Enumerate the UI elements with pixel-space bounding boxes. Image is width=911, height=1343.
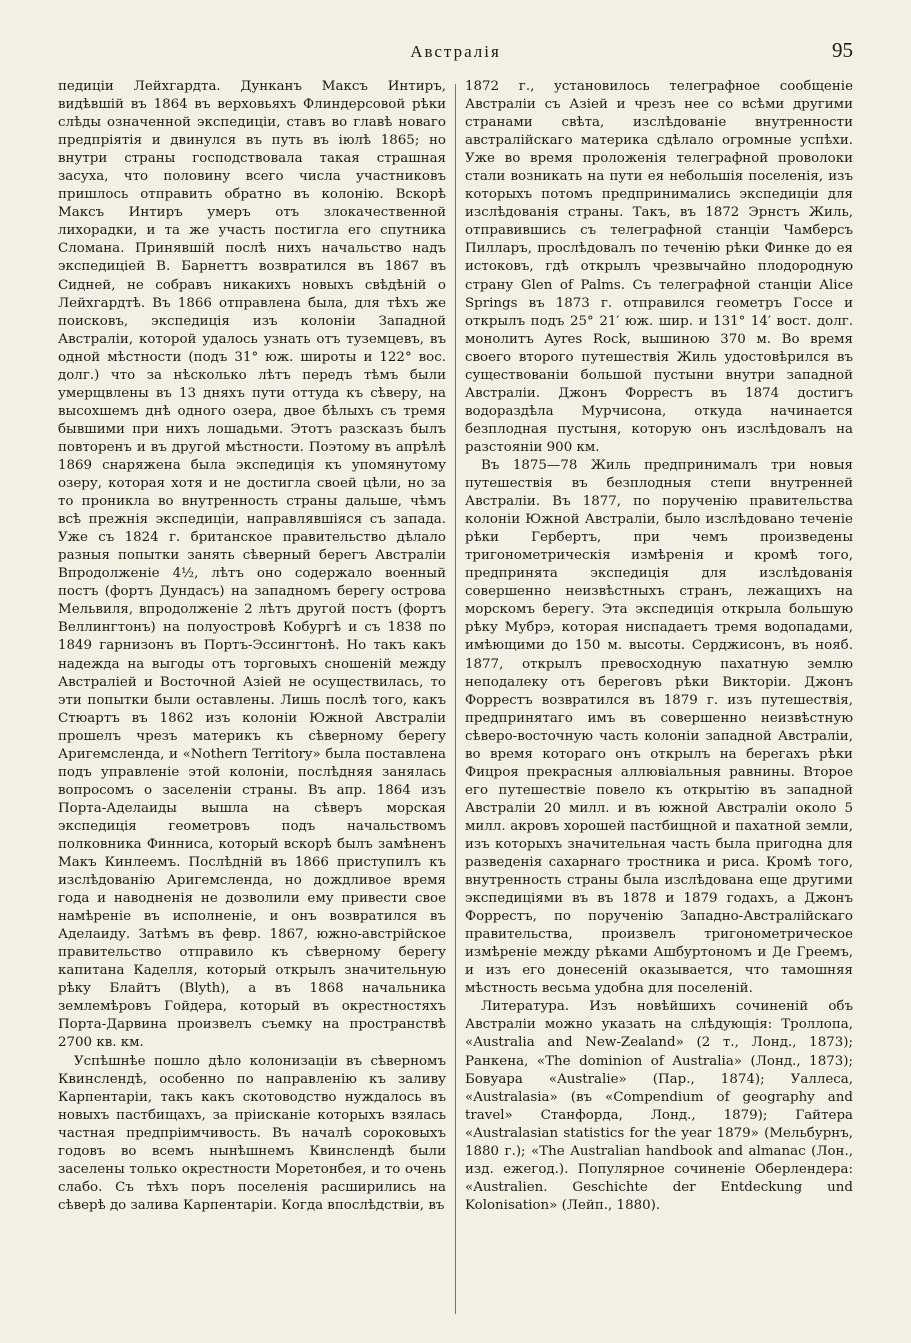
running-head	[0, 38, 911, 68]
left-paragraph-2: Успѣшнѣе пошло дѣло колонизаціи въ сѣверномъ Квинслендѣ, особенно по направленію къ заливу Карпентаріи, такъ какъ скотоводство нуждалось въ новыхъ пастбищахъ, за пріисканіе которыхъ взялась частная предпріимчивость. Въ началѣ сороковыхъ годовъ во всемъ нынѣшнемъ Квинслендѣ были заселены только окрестности Моретонбея, и то очень слабо. Съ тѣхъ поръ поселенія расширились на сѣверѣ до залива Карпентаріи. Когда впослѣдствіи, въ	[58, 1053, 446, 1213]
right-paragraph-1: 1872 г., установилось телеграфное сообщеніе Австраліи съ Азіей и чрезъ нее со всѣми другими странами свѣта, изслѣдованіе внутренности австралійскаго материка сдѣлало огромные успѣхи. Уже во время проложенія телеграфной проволоки стали возникать на пути ея небольшія поселенія, изъ которыхъ потомъ предпринимались экспедиціи для изслѣдованія страны. Такъ, въ 1872 Эрнстъ Жиль, отправившись съ телеграфной станціи Чамберсъ Пилларъ, прослѣдовалъ по теченію рѣки Финке до ея истоковъ, гдѣ открылъ чрезвычайно плодородную страну Glen of Palms. Съ телеграфной станціи Alice Springs въ 1873 г. отправился геометръ Госсе и открылъ подъ 25° 21′ юж. шир. и 131° 14′ вост. долг. монолитъ Ayres Rock, вышиною 370 м. Во время своего второго путешествія Жиль удостовѣрился въ существованіи большой пустыни внутри западной Австраліи. Джонъ Форрестъ въ 1874 достигъ водораздѣла Мурчисона, откуда начинается безплодная пустыня, которую онъ изслѣдовалъ на разстояніи 900 км.	[465, 79, 853, 455]
right-column	[465, 78, 853, 1318]
column-divider	[455, 84, 456, 1314]
text-columns	[58, 78, 853, 1318]
right-paragraph-2: Въ 1875—78 Жиль предпринималъ три новыя путешествія въ безплодныя степи внутренней Австраліи. Въ 1877, по порученію правительства колоніи Южной Австраліи, было изслѣдовано теченіе рѣки Гербертъ, при чемъ произведены тригонометрическія измѣренія и кромѣ того, предпринята экспедиція для изслѣдованія совершенно неизвѣстныхъ странъ, лежащихъ на морскомъ берегу. Эта экспедиція открыла большую рѣку Мубрэ, которая ниспадаетъ тремя водопадами, имѣющими до 150 м. высоты. Серджисонъ, въ нояб. 1877, открылъ превосходную пахатную землю неподалеку отъ береговъ рѣки Викторіи. Джонъ Форрестъ возвратился въ 1879 г. изъ путешествія, предпринятаго имъ въ совершенно неизвѣстную сѣверо-восточную часть колоніи западной Австраліи, во время котораго онъ открылъ на берегахъ рѣки Фицроя прекрасныя аллювіальныя равнины. Второе его путешествіе повело къ открытію въ западной Австраліи 20 милл. и въ южной Австраліи около 5 милл. акровъ хорошей пастбищной и пахатной земли, изъ которыхъ значительная часть была пригодна для разведенія сахарнаго тростника и риса. Кромѣ того, внутренность страны была изслѣдована еще другими экспедиціями въ въ 1878 и 1879 годахъ, а Джонъ Форрестъ, по порученію Западно-Австралійскаго правительства, произвелъ тригонометрическое измѣреніе между рѣками Ашбуртономъ и Де Греемъ, и изъ его донесеній оказывается, что тамошняя мѣстность весьма удобна для поселеній.	[465, 457, 853, 997]
literature-paragraph: Литература. Изъ новѣйшихъ сочиненій объ Австраліи можно указать на слѣдующія: Троллопа, «Australia and New-Zealand» (2 т., Лонд., 1873); Ранкена, «The dominion of Australia» (Лонд., 1873); Бовуара «Australie» (Пар., 1874); Уаллеса, «Australasia» (въ «Compendium of geography and travel» Станфорда, Лонд., 1879); Гайтера «Australasian statistics for the year 1879» (Мельбурнъ, 1880 г.); «The Australian handbook and almanac (Лон., изд. ежегод.). Популярное сочиненіе Оберлендера: «Australien. Geschichte der Entdeckung und Kolonisation» (Лейп., 1880).	[465, 999, 853, 1213]
running-title: Австралія	[410, 42, 501, 61]
left-column	[58, 78, 446, 1318]
page-number: 95	[832, 38, 853, 62]
left-paragraph-1: педиціи Лейхгардта. Дунканъ Максъ Интиръ, видѣвшій въ 1864 въ верховьяхъ Флиндерсовой рѣки слѣды означенной экспедиціи, ставъ во главѣ новаго предпріятія и двинулся въ путь въ іюлѣ 1865; но внутри страны господствовала такая страшная засуха, что половину всего числа участниковъ пришлось отправить обратно въ колонію. Вскорѣ Максъ Интиръ умеръ отъ злокачественной лихорадки, и та же участь постигла его спутника Сломана. Принявшій послѣ нихъ начальство надъ экспедиціей В. Барнеттъ возвратился въ 1867 въ Сидней, не собравъ никакихъ новыхъ свѣдѣній о Лейхгардтѣ. Въ 1866 отправлена была, для тѣхъ же поисковъ, экспедиція изъ колоніи Западной Австраліи, которой удалось узнать отъ туземцевъ, въ одной мѣстности (подъ 31° юж. широты и 122° вос. долг.) что за нѣсколько лѣтъ передъ тѣмъ были умерщвлены въ 13 дняхъ пути оттуда къ сѣверу, на высохшемъ днѣ одного озера, двое бѣлыхъ съ тремя бывшими при нихъ лошадьми. Этотъ разсказъ былъ повторенъ и въ другой мѣстности. Поэтому въ апрѣлѣ 1869 снаряжена была экспедиція къ упомянутому озеру, которая хотя и не достигла своей цѣли, но за то проникла во внутренность страны дальше, чѣмъ всѣ прежнія экспедиціи, направлявшіяся съ запада. Уже съ 1824 г. британское правительство дѣлало разныя попытки занять сѣверный берегъ Австраліи Впродолженіе 4½, лѣтъ оно содержало военный постъ (фортъ Дундасъ) на западномъ берегу острова Мельвиля, впродолженіе 2 лѣтъ другой постъ (фортъ Веллингтонъ) на полуостровѣ Кобургѣ и съ 1838 по 1849 гарнизонъ въ Портъ-Эссингтонѣ. Но такъ какъ надежда на выгоды отъ торговыхъ сношеній между Австраліей и Восточной Азіей не осуществилась, то эти попытки были оставлены. Лишь послѣ того, какъ Стюартъ въ 1862 изъ колоніи Южной Австраліи прошелъ чрезъ материкъ къ сѣверному берегу Аригемслендa, и «Nothern Territory» была поставлена подъ управленіе этой колоніи, послѣдняя занялась вопросомъ о заселеніи страны. Въ апр. 1864 изъ Порта-Аделаиды вышла на сѣверъ морская экспедиція геометровъ подъ начальствомъ полковника Финниса, который вскорѣ былъ замѣненъ Макъ Кинлеемъ. Послѣдній въ 1866 приступилъ къ изслѣдованію Аригемсленда, но дождливое время года и наводненія не дозволили ему привести свое намѣреніе въ исполненіе, и онъ возвратился въ Аделаиду. Затѣмъ въ февр. 1867, южно-австрійское правительство отправило къ сѣверному берегу капитана Каделля, который открылъ значительную рѣку Блайтъ (Blyth), а въ 1868 начальника землемѣровъ Гойдера, который въ окрестностяхъ Порта-Дарвина произвелъ съемку на пространствѣ 2700 кв. км.	[58, 79, 446, 1051]
